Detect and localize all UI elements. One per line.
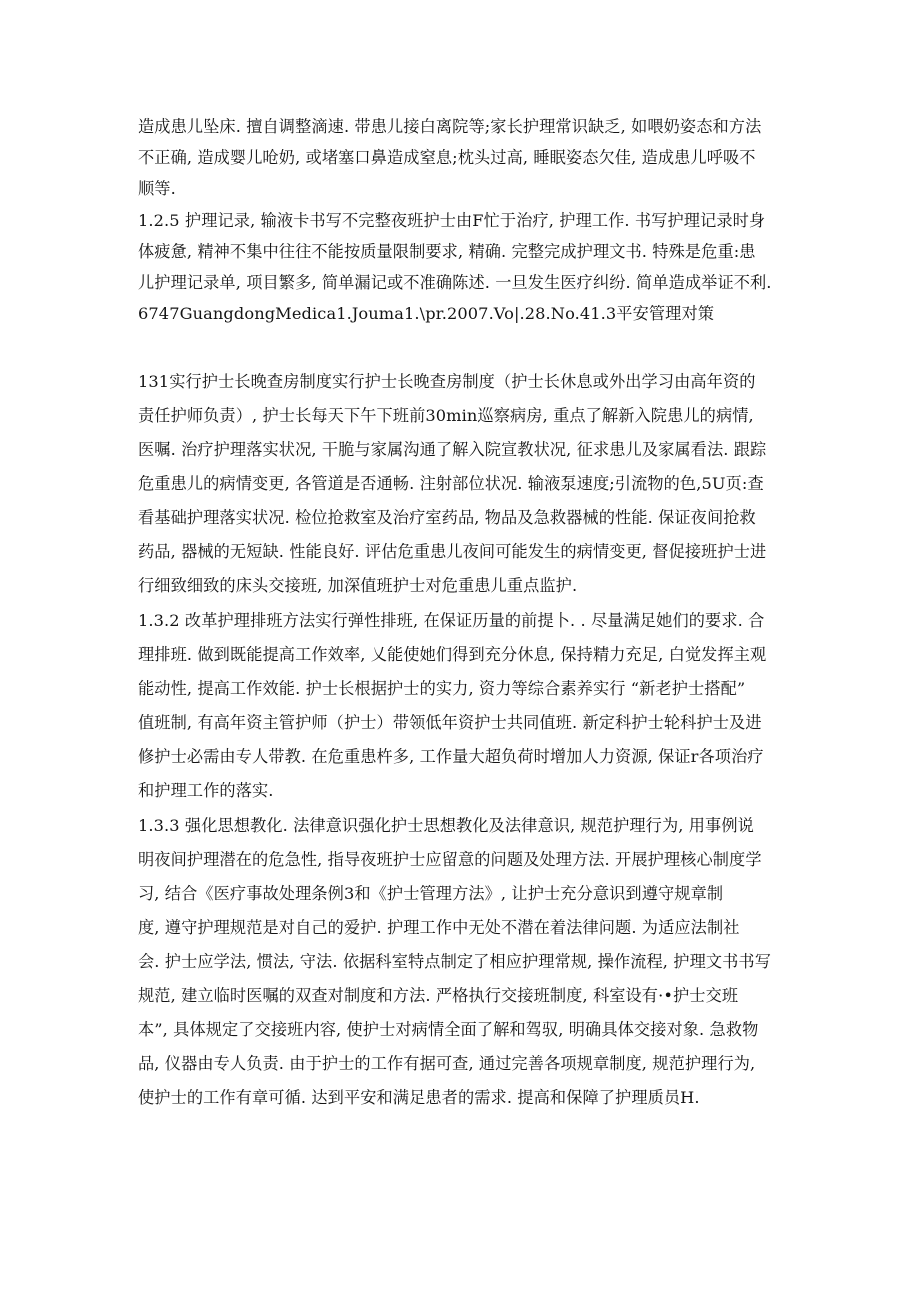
text-line: 会. 护士应学法, 惯法, 守法. 依据科室特点制定了相应护理常规, 操作流程, 护理文书书写 [138,952,772,971]
text-line: 造成患儿坠床. 擅自调整滴速. 带患儿接白离院等;家长护理常识缺乏, 如喂奶姿态和方法 [138,117,762,136]
text-line: 品, 仪器由专人负责. 由于护士的工作有据可查, 通过完善各项规章制度, 规范护理行为, [138,1054,756,1073]
text-line: 儿护理记录单, 项目繁多, 简单漏记或不准确陈述. 一旦发生医疗纠纷. 简单造成举证不利. [138,273,772,292]
text-line: 习, 结合《医疗事故处理条例3和《护士管理方法》, 让护士充分意识到遵守规章制 [138,884,724,903]
text-line: 度, 遵守护理规范是对自己的爱护. 护理工作中无处不潜在着法律问题. 为适应法制社 [138,918,740,937]
text-line: 责任护师负责）, 护士长每天下午下班前30min巡察病房, 重点了解新入院患儿的病情, [138,406,754,425]
text-line: 使护士的工作有章可循. 达到平安和满足患者的需求. 提高和保障了护理质员H. [138,1088,700,1107]
text-line: 体疲惫, 精神不集中往往不能按质量限制要求, 精确. 完整完成护理文书. 特殊是危重:患 [138,242,756,261]
text-line: 值班制, 有高年资主管护师（护士）带领低年资护士共同值班. 新定科护士轮科护士及进 [138,713,762,732]
text-line: 危重患儿的病情变更, 各管道是否通畅. 注射部位状况. 输液泵速度;引流物的色,5U页:查 [138,474,764,493]
section-1-3-3-line: 1.3.3 强化思想教化. 法律意识强化护士思想教化及法律意识, 规范护理行为, 用事例说 [138,816,754,835]
text-line: 不正确, 造成婴儿呛奶, 或堵塞口鼻造成窒息;枕头过高, 睡眠姿态欠佳, 造成患儿呼吸不 [138,148,756,167]
text-line: 顺等. [138,179,176,198]
text-line: 理排班. 做到既能提高工作效率, 乂能使她们得到充分休息, 保持精力充足, 白觉发挥主观 [138,645,767,664]
text-line: 能动性, 提高工作效能. 护士长根据护士的实力, 资力等综合素养实行 “新老护士搭配” [138,679,746,698]
section-1-3-2-line: 1.3.2 改革护理排班方法实行弹性排班, 在保证历量的前提卜. . 尽量满足她们的要求. 合 [138,611,765,630]
text-line: 规范, 建立临时医嘱的双查对制度和方法. 严格执行交接班制度, 科室设有·•护士交班 [138,986,739,1005]
text-line: 修护士必需由专人带教. 在危重患杵多, 工作量大超负荷时增加人力资源, 保证r各项治疗 [138,747,764,766]
journal-citation-line: 6747GuangdongMedica1.Jouma1.\pr.2007.Vo|.28.No.41.3平安管理对策 [138,304,715,323]
text-line: 看基础护理落实状况. 检位抢救室及治疗室药品, 物品及急救器械的性能. 保证夜间抢救 [138,508,756,527]
text-line: 药品, 器械的无短缺. 性能良好. 评估危重患儿夜间可能发生的病情变更, 督促接班护士进 [138,542,767,561]
text-line: 医嘱. 治疗护理落实状况, 干脆与家属沟通了解入院宣教状况, 征求患儿及家属看法. 跟踪 [138,440,767,459]
text-line: 行细致细致的床头交接班, 加深值班护士对危重患儿重点监护. [138,576,578,595]
text-line: 和护理工作的落实. [138,781,274,800]
section-1-2-5-line: 1.2.5 护理记录, 输液卡书写不完整夜班护士由F忙于治疗, 护理工作. 书写护理记录时身 [138,211,766,230]
text-line: 明夜间护理潜在的危急性, 指导夜班护士应留意的问题及处理方法. 开展护理核心制度学 [138,850,762,869]
text-line: 本”, 具体规定了交接班内容, 使护士对病情全面了解和驾驭, 明确具体交接对象. 急救物 [138,1020,759,1039]
section-1-3-1-line: 131实行护士长晚查房制度实行护士长晚查房制度（护士长休息或外出学习由高年资的 [138,372,756,391]
